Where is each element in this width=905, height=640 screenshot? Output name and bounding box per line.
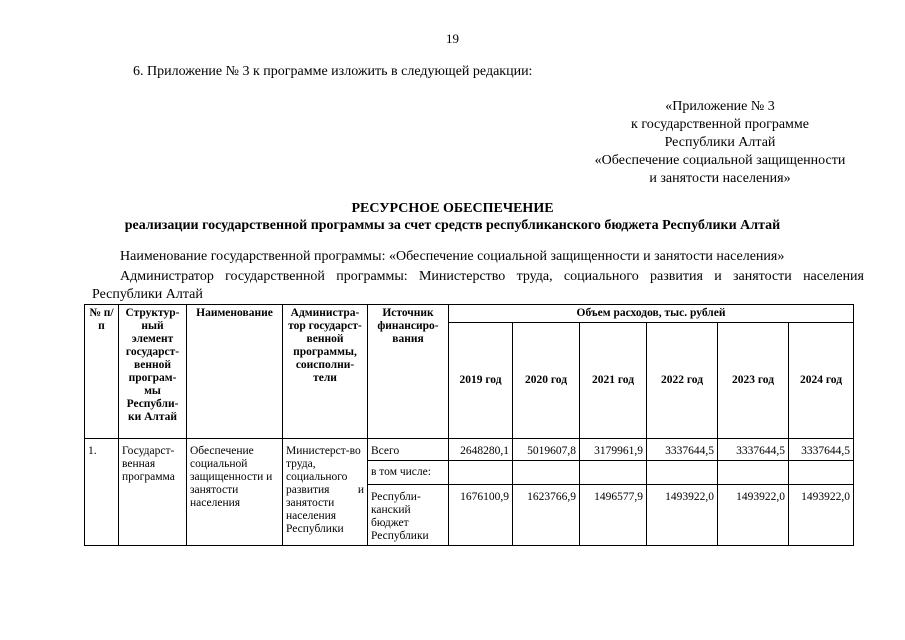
source-label: Республи-канский бюджет Республики: [368, 485, 449, 546]
value-cell: [580, 461, 647, 485]
row-admin: Министерст-во труда, социального развития и занятости населения Республики: [283, 439, 368, 546]
value-cell: [789, 461, 854, 485]
program-name: Наименование государственной программы: «Обеспечение социальной защищенности и занятости населения»: [120, 249, 785, 264]
row-name: Обеспечение социальной защищенности и занятости населения: [187, 439, 283, 546]
value-cell: 3179961,9: [580, 439, 647, 461]
program-administrator: Администратор государственной программы: Министерство труда, социального развития и занятости населения Республики Алтай: [92, 269, 864, 302]
resource-table: [84, 304, 854, 546]
header-year: 2023 год: [718, 323, 789, 439]
appendix-line: к государственной программе: [631, 117, 809, 132]
value-cell: [718, 461, 789, 485]
value-cell: 3337644,5: [789, 439, 854, 461]
appendix-line: и занятости населения»: [649, 171, 791, 186]
value-cell: 1493922,0: [789, 485, 854, 546]
header-year: 2019 год: [449, 323, 513, 439]
header-year: 2022 год: [647, 323, 718, 439]
value-cell: [647, 461, 718, 485]
value-cell: 5019607,8: [513, 439, 580, 461]
intro-text: 6. Приложение № 3 к программе изложить в следующей редакции:: [133, 64, 533, 79]
table-row: [85, 439, 854, 461]
appendix-line: Республики Алтай: [664, 135, 776, 150]
row-num: 1.: [85, 439, 119, 546]
source-label: Всего: [368, 439, 449, 461]
value-cell: 2648280,1: [449, 439, 513, 461]
value-cell: 1493922,0: [718, 485, 789, 546]
value-cell: 1493922,0: [647, 485, 718, 546]
appendix-line: «Обеспечение социальной защищенности: [594, 153, 846, 168]
source-label: в том числе:: [368, 461, 449, 485]
value-cell: 1623766,9: [513, 485, 580, 546]
value-cell: 3337644,5: [718, 439, 789, 461]
header-year: 2021 год: [580, 323, 647, 439]
document-subtitle: реализации государственной программы за счет средств республиканского бюджета Республики Алтай: [124, 218, 781, 233]
header-year: 2024 год: [789, 323, 854, 439]
document-title: РЕСУРСНОЕ ОБЕСПЕЧЕНИЕ: [351, 201, 554, 216]
header-source: Источник финансиро-вания: [368, 305, 449, 439]
header-num: № п/п: [85, 305, 119, 439]
page-number: 19: [446, 31, 459, 46]
header-volume: Объем расходов, тыс. рублей: [449, 305, 854, 323]
value-cell: 1676100,9: [449, 485, 513, 546]
appendix-line: «Приложение № 3: [665, 99, 775, 114]
header-name: Наименование: [187, 305, 283, 439]
header-admin: Администра-тор государст-венной программы, соисполни-тели: [283, 305, 368, 439]
value-cell: [449, 461, 513, 485]
value-cell: 3337644,5: [647, 439, 718, 461]
value-cell: 1496577,9: [580, 485, 647, 546]
header-year: 2020 год: [513, 323, 580, 439]
row-element: Государст-венная программа: [119, 439, 187, 546]
value-cell: [513, 461, 580, 485]
appendix-heading: [575, 98, 865, 188]
header-element: Структур-ный элемент государст-венной програм-мы Республи-ки Алтай: [119, 305, 187, 439]
